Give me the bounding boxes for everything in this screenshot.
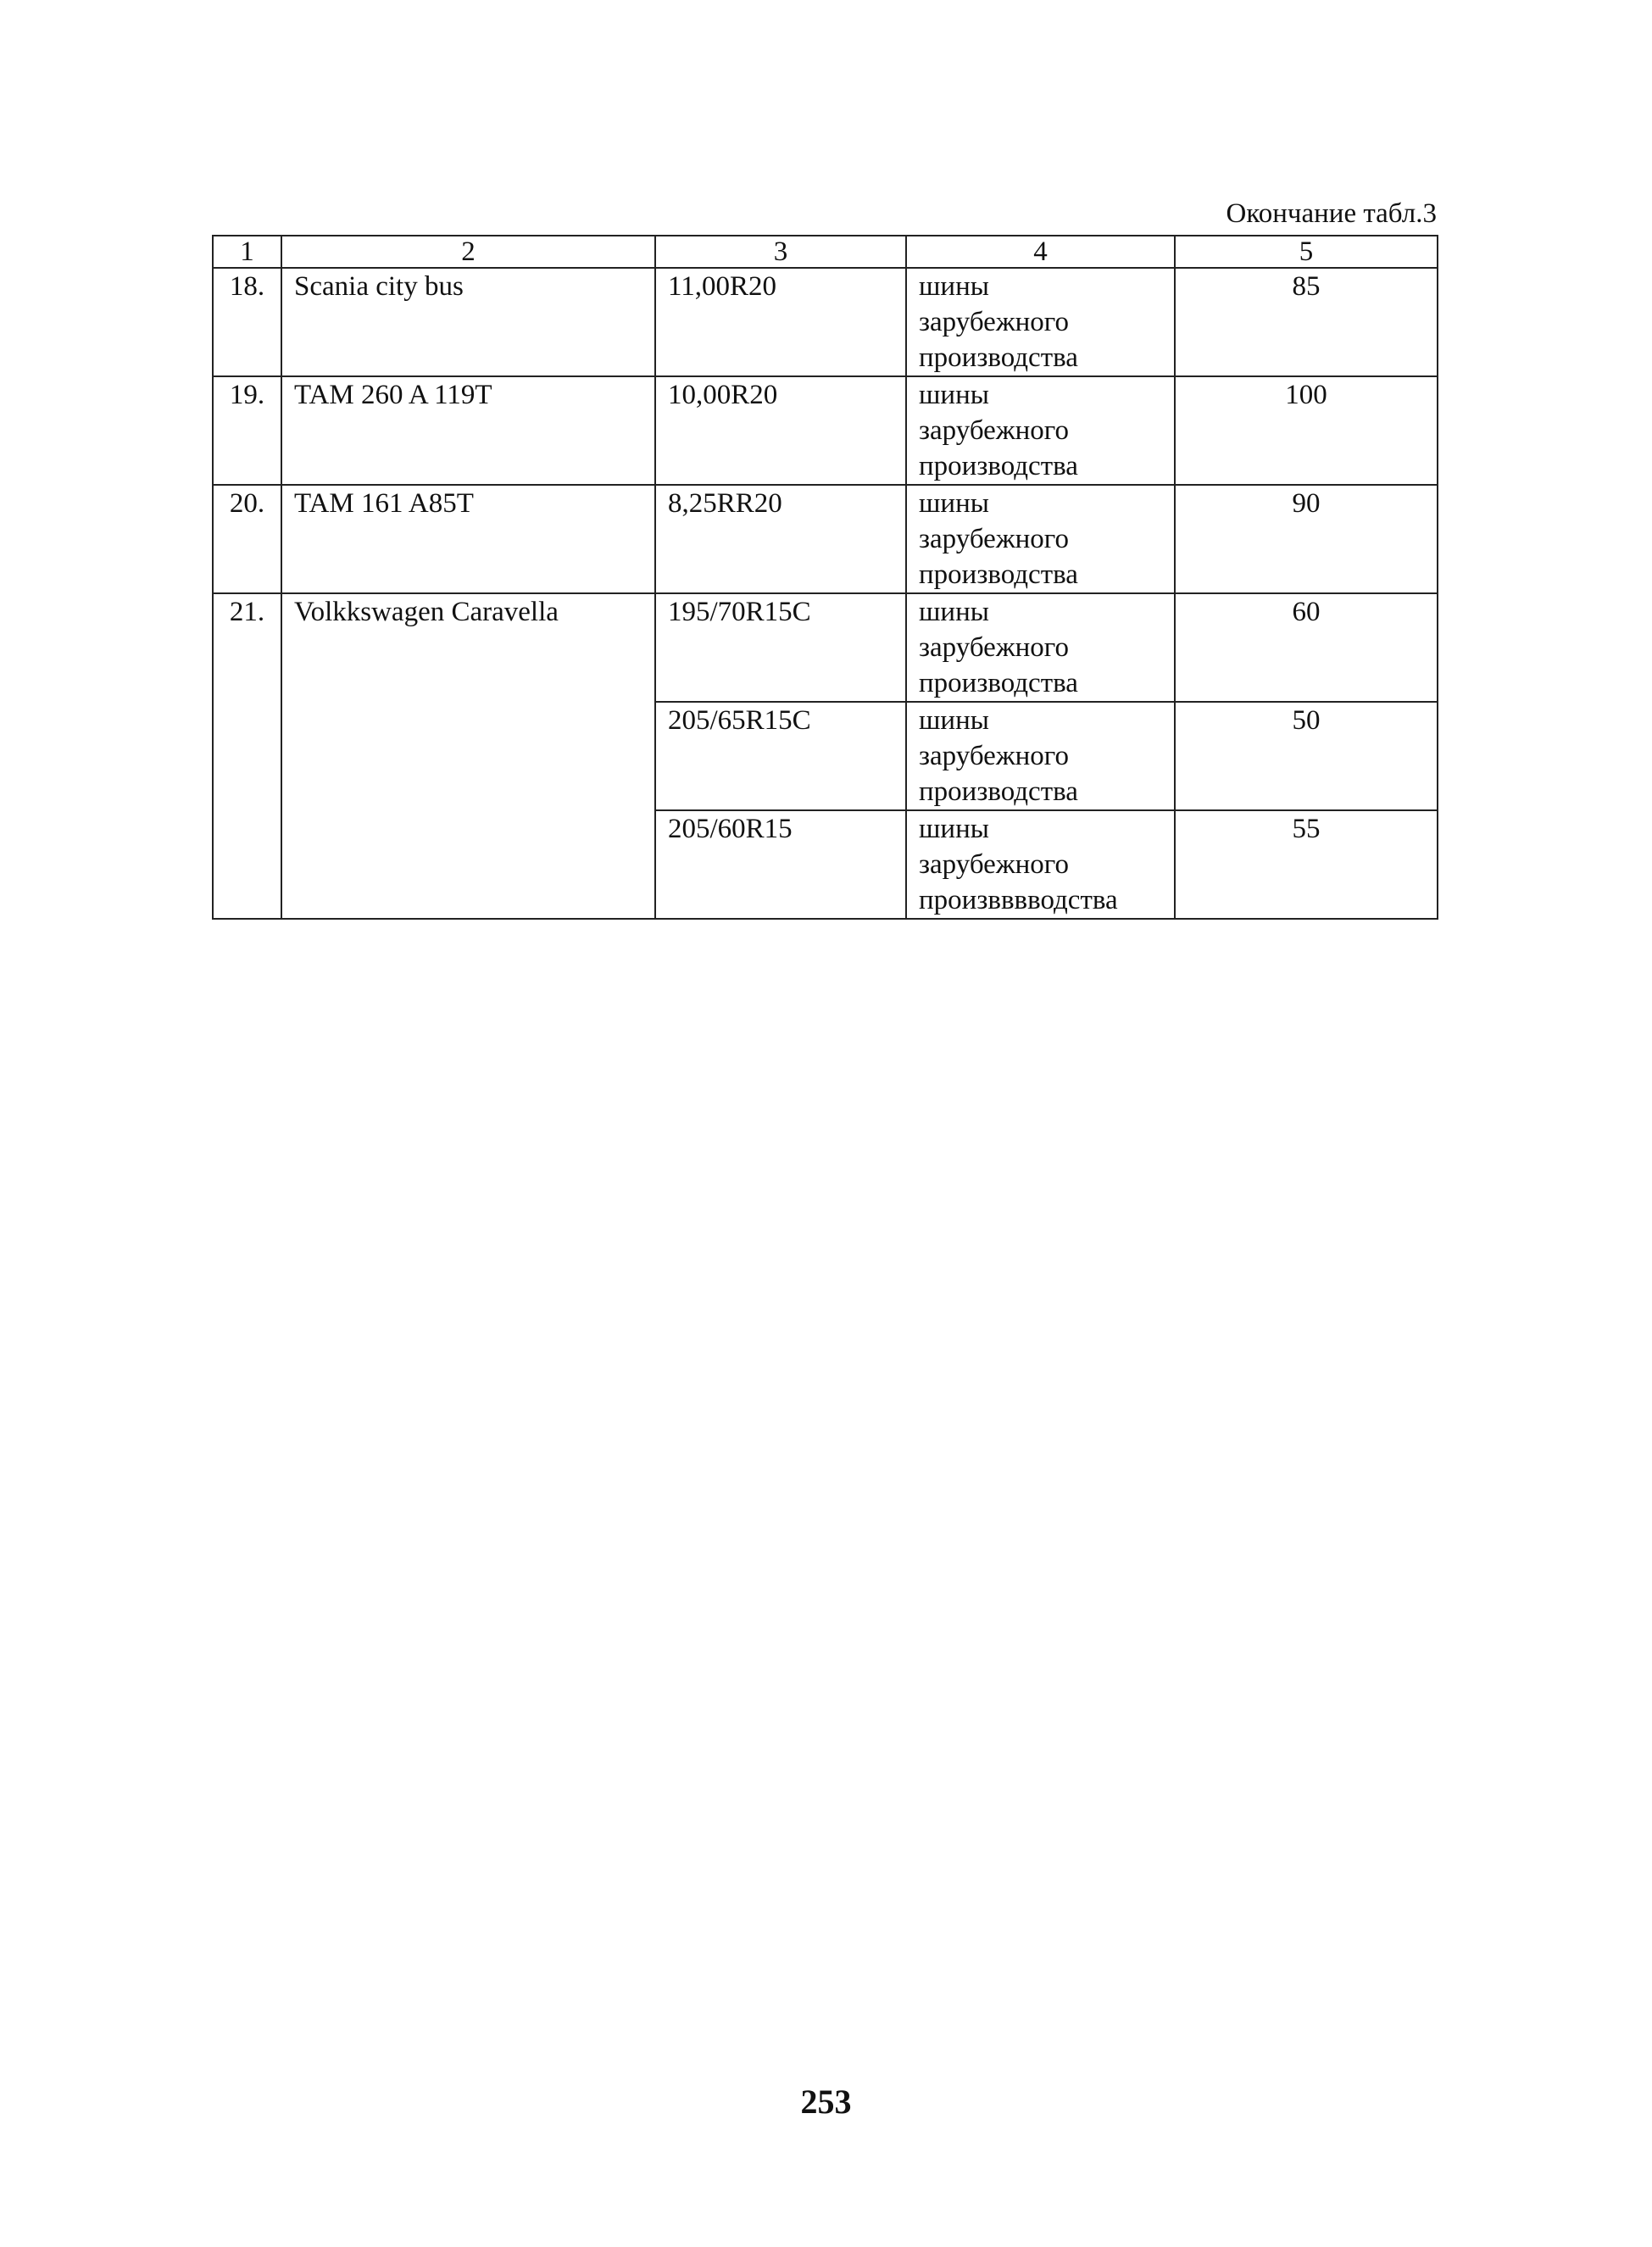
tire-type [906, 268, 1175, 376]
tire-type [906, 702, 1175, 810]
table-header-row [213, 236, 1438, 268]
tire-type-line: шины [919, 488, 989, 519]
tire-type-line: производства [919, 668, 1078, 698]
header-col-4: 4 [906, 236, 1175, 268]
table-row [213, 268, 1438, 376]
vehicle-model: Volkkswagen Caravella [281, 593, 655, 919]
norm-value: 60 [1175, 593, 1438, 702]
tire-size: 11,00R20 [655, 268, 906, 376]
tire-type-line: производства [919, 559, 1078, 590]
norm-value: 50 [1175, 702, 1438, 810]
tire-type-line: произвввводства [919, 885, 1118, 915]
tire-size: 10,00R20 [655, 376, 906, 485]
tire-size: 195/70R15C [655, 593, 906, 702]
row-number: 20. [213, 485, 281, 593]
row-number: 21. [213, 593, 281, 919]
header-col-5: 5 [1175, 236, 1438, 268]
tire-type-line: зарубежного [919, 632, 1069, 663]
tire-type-line: шины [919, 271, 989, 302]
table-row [213, 485, 1438, 593]
page-number: 253 [800, 2083, 852, 2121]
tire-norms-table [212, 235, 1438, 920]
tire-type-line: производства [919, 776, 1078, 807]
tire-size: 205/60R15 [655, 810, 906, 919]
table-row [213, 593, 1438, 702]
tire-type-line: шины [919, 597, 989, 627]
tire-size: 8,25RR20 [655, 485, 906, 593]
tire-size: 205/65R15C [655, 702, 906, 810]
tire-type-line: производства [919, 451, 1078, 481]
row-number: 18. [213, 268, 281, 376]
tire-type-line: шины [919, 814, 989, 844]
tire-type [906, 810, 1175, 919]
row-number: 19. [213, 376, 281, 485]
vehicle-model: TAM 260 A 119T [281, 376, 655, 485]
table-caption: Окончание табл.3 [1226, 198, 1437, 229]
tire-type-line: зарубежного [919, 415, 1069, 446]
norm-value: 100 [1175, 376, 1438, 485]
norm-value: 90 [1175, 485, 1438, 593]
tire-type [906, 485, 1175, 593]
tire-type-line: зарубежного [919, 307, 1069, 337]
tire-type-line: производства [919, 342, 1078, 373]
tire-type-line: зарубежного [919, 849, 1069, 880]
tire-type-line: шины [919, 380, 989, 410]
tire-type-line: шины [919, 705, 989, 736]
tire-type [906, 376, 1175, 485]
norm-value: 85 [1175, 268, 1438, 376]
norm-value: 55 [1175, 810, 1438, 919]
tire-type-line: зарубежного [919, 741, 1069, 771]
table-row [213, 376, 1438, 485]
header-col-3: 3 [655, 236, 906, 268]
tire-type [906, 593, 1175, 702]
header-col-2: 2 [281, 236, 655, 268]
vehicle-model: Scania city bus [281, 268, 655, 376]
header-col-1: 1 [213, 236, 281, 268]
vehicle-model: TAM 161 A85T [281, 485, 655, 593]
tire-type-line: зарубежного [919, 524, 1069, 554]
